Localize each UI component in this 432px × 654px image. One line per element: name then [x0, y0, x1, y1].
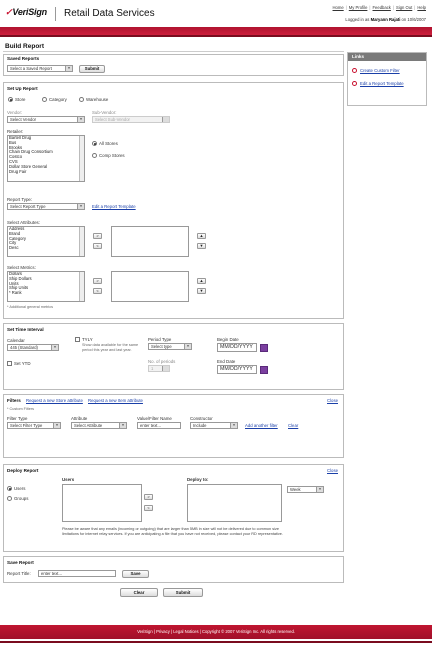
ttly-note: Show data available for the same period this year and last year.: [82, 343, 139, 352]
clear-filter-link[interactable]: Clear: [288, 423, 299, 428]
list-item[interactable]: Brand: [9, 230, 21, 236]
links-sidebar: [347, 52, 427, 106]
page-title: Build Report: [5, 43, 44, 50]
period-type-select[interactable]: Select type ▾: [148, 343, 192, 350]
vendor-label: Vendor:: [7, 110, 23, 115]
chevron-down-icon: ▾: [122, 423, 124, 427]
report-type-label: Report Type:: [7, 197, 33, 202]
report-title-input[interactable]: enter text...: [38, 570, 116, 577]
groups-radio[interactable]: [7, 496, 12, 501]
filters-panel: [3, 394, 344, 458]
ytd-label: Set YTD: [14, 361, 31, 366]
report-type-select[interactable]: Select Report Type ▾: [7, 203, 85, 210]
request-item-attribute-link[interactable]: Request a new Item attribute: [88, 398, 143, 403]
end-date-input[interactable]: MM/DD/YYYY: [217, 365, 257, 374]
subvendor-select[interactable]: Select Sub-Vendor: [92, 116, 170, 123]
metric-up-button[interactable]: ▲: [197, 278, 206, 284]
edit-template-link[interactable]: Edit a Report Template: [92, 204, 136, 209]
deploy-to-label: Deploy to:: [187, 477, 209, 482]
list-item[interactable]: Units: [9, 280, 19, 286]
save-title: Save Report: [7, 560, 34, 565]
chevron-down-icon: ▾: [56, 423, 58, 427]
home-link[interactable]: Home: [332, 5, 344, 10]
frequency-select[interactable]: Week ▾: [287, 486, 324, 493]
deploy-note: Please be aware that any emails (incoming or outgoing) that are larger than 5MB in size will not be delivered due to common size limitations for internet relay services. If you are anticipating a file that you have not received, please contact your RD representative.: [62, 527, 283, 536]
list-item[interactable]: Bartell Drug: [9, 135, 32, 140]
vendor-select[interactable]: Select Vendor ▾: [7, 116, 85, 123]
list-item[interactable]: Address: [9, 226, 25, 231]
constructor-header: Constructor: [190, 416, 213, 421]
bullet-icon: [352, 81, 357, 86]
subvendor-label: Sub-Vendor:: [92, 110, 117, 115]
saved-reports-panel: [3, 54, 344, 76]
retailer-label: Retailer:: [7, 129, 24, 134]
report-title-label: Report Title:: [7, 571, 31, 576]
scrollbar[interactable]: [79, 136, 84, 181]
selected-attributes-box[interactable]: [111, 226, 189, 257]
list-item[interactable]: Ship Dollars: [9, 275, 32, 281]
scrollbar[interactable]: [79, 272, 84, 301]
category-radio[interactable]: [42, 97, 47, 102]
setup-title: Set Up Report: [7, 86, 38, 91]
filter-type-select[interactable]: Select Filter Type ▾: [7, 422, 61, 429]
list-item[interactable]: Dollar Store General: [9, 163, 48, 169]
list-item[interactable]: Category: [9, 235, 26, 241]
users-radio-label: Users: [14, 486, 26, 491]
chevron-down-icon: ▾: [233, 423, 235, 427]
metrics-note: * Additional general metrics: [7, 305, 54, 309]
setup-report-panel: [3, 82, 344, 319]
header: [0, 0, 432, 27]
selected-metrics-box[interactable]: [111, 271, 189, 302]
attribute-up-button[interactable]: ▲: [197, 233, 206, 239]
list-item[interactable]: Dollars: [9, 271, 23, 276]
logo-divider: [55, 7, 56, 21]
save-button[interactable]: Save: [122, 570, 149, 578]
value-header: Value/Filter Name: [137, 416, 172, 421]
attribute-down-button[interactable]: ▼: [197, 243, 206, 249]
saved-report-select[interactable]: Select a Saved Report ▾: [7, 65, 73, 72]
add-attribute-button[interactable]: >: [93, 233, 102, 239]
create-custom-filter-link[interactable]: Create Custom Filter: [360, 68, 400, 73]
begin-date-label: Begin Date: [217, 337, 239, 342]
calendar-select[interactable]: 445 (Standard) ▾: [7, 344, 59, 351]
filter-attribute-select[interactable]: Select Attribute ▾: [71, 422, 127, 429]
warehouse-radio[interactable]: [79, 97, 84, 102]
ytd-checkbox[interactable]: [7, 361, 12, 366]
metrics-list[interactable]: [7, 271, 85, 302]
title-divider: [3, 51, 344, 52]
app-title: Retail Data Services: [64, 8, 155, 19]
end-date-label: End Date: [217, 359, 236, 364]
ttly-label: TYLY: [82, 337, 93, 342]
list-item[interactable]: Chain Drug Consortium: [9, 149, 53, 155]
chevron-down-icon: ▾: [187, 344, 189, 348]
category-radio-label: Category: [49, 97, 67, 102]
metric-down-button[interactable]: ▼: [197, 288, 206, 294]
list-item[interactable]: * Rank: [9, 290, 22, 296]
users-list-label: Users: [62, 477, 75, 482]
deploy-title: Deploy Report: [7, 468, 39, 473]
all-stores-radio[interactable]: [92, 141, 97, 146]
my-profile-link[interactable]: My Profile: [348, 5, 368, 10]
save-report-panel: [3, 556, 344, 583]
store-radio[interactable]: [8, 97, 13, 102]
list-item[interactable]: City: [9, 240, 17, 246]
request-store-attribute-link[interactable]: Request a new Store attribute: [26, 398, 83, 403]
chevron-down-icon: ▾: [54, 345, 56, 349]
filters-title: Filters: [7, 398, 21, 403]
store-radio-label: Store: [15, 97, 26, 102]
remove-attribute-button[interactable]: <: [93, 243, 102, 249]
calendar-icon[interactable]: [260, 344, 268, 352]
users-list[interactable]: [62, 484, 142, 522]
retailer-list[interactable]: [7, 135, 85, 182]
time-title: Set Time Interval: [7, 327, 44, 332]
list-item[interactable]: Costco: [9, 154, 23, 160]
deploy-close-link[interactable]: Close: [327, 468, 338, 473]
footer: VeriSign | Privacy | Legal Notices | Copyright © 2007 VeriSign Inc. All rights reserved.: [0, 625, 432, 639]
deploy-to-list[interactable]: [187, 484, 282, 522]
chevron-down-icon: ▾: [80, 204, 82, 208]
users-radio[interactable]: [7, 486, 12, 491]
saved-report-submit-button[interactable]: Submit: [79, 65, 105, 73]
custom-filters-label: * Custom Filters: [7, 407, 35, 411]
list-item[interactable]: Ship Units: [9, 285, 29, 291]
ttly-checkbox[interactable]: [75, 337, 80, 342]
login-status: Logged in as Maryann Rajati on 10/6/2007: [345, 17, 426, 22]
list-item[interactable]: CVS: [9, 158, 18, 164]
warehouse-radio-label: Warehouse: [86, 97, 109, 102]
feedback-link[interactable]: Feedback: [372, 5, 391, 10]
brand-bar: [0, 27, 432, 37]
time-interval-panel: [3, 323, 344, 390]
calendar-icon[interactable]: [260, 366, 268, 374]
all-stores-label: All Stores: [99, 141, 118, 146]
chevron-down-icon: ▾: [80, 117, 82, 121]
groups-radio-label: Groups: [14, 496, 29, 501]
attribute-header: Attribute: [71, 416, 88, 421]
remove-metric-button[interactable]: <: [93, 288, 102, 294]
periods-select[interactable]: 1: [148, 365, 170, 372]
add-metric-button[interactable]: >: [93, 278, 102, 284]
submit-button[interactable]: Submit: [163, 588, 203, 597]
help-link[interactable]: Help: [417, 5, 426, 10]
period-type-label: Period Type: [148, 337, 172, 342]
periods-label: No. of periods: [148, 359, 176, 364]
constructor-select[interactable]: Include ▾: [190, 422, 238, 429]
chevron-down-icon: ▾: [319, 487, 321, 491]
deploy-panel: [3, 464, 344, 552]
comp-stores-radio[interactable]: [92, 153, 97, 158]
chevron-down-icon: ▾: [68, 66, 70, 70]
list-item[interactable]: Drug Fair: [9, 168, 27, 174]
clear-button[interactable]: Clear: [120, 588, 158, 597]
begin-date-input[interactable]: MM/DD/YYYY: [217, 343, 257, 352]
top-nav: Home | My Profile | Feedback | Sign Out | Help: [332, 5, 426, 10]
add-user-button[interactable]: >: [144, 494, 153, 500]
verisign-logo[interactable]: ✓VeriSign: [5, 7, 47, 17]
footer-line: [0, 641, 432, 643]
attributes-label: Select Attributes:: [7, 220, 40, 225]
comp-stores-label: Comp Stores: [99, 153, 125, 158]
list-item[interactable]: Desc: [9, 245, 19, 251]
bullet-icon: [352, 68, 357, 73]
sign-out-link[interactable]: Sign Out: [395, 5, 413, 10]
edit-report-template-link[interactable]: Edit a Report Template: [360, 81, 404, 86]
calendar-label: Calendar: [7, 338, 25, 343]
attributes-list[interactable]: [7, 226, 85, 257]
filters-close-link[interactable]: Close: [327, 398, 338, 403]
saved-reports-title: Saved Reports: [7, 56, 40, 61]
list-item[interactable]: Brooks: [9, 144, 23, 150]
list-item[interactable]: Bus: [9, 139, 17, 145]
scrollbar[interactable]: [79, 227, 84, 256]
filter-value-input[interactable]: enter text...: [137, 422, 181, 429]
sidebar-title: Links: [348, 53, 426, 61]
metrics-label: Select Metrics:: [7, 265, 36, 270]
add-filter-link[interactable]: Add another filter: [245, 423, 278, 428]
filter-type-header: Filter Type: [7, 416, 28, 421]
remove-user-button[interactable]: <: [144, 505, 153, 511]
